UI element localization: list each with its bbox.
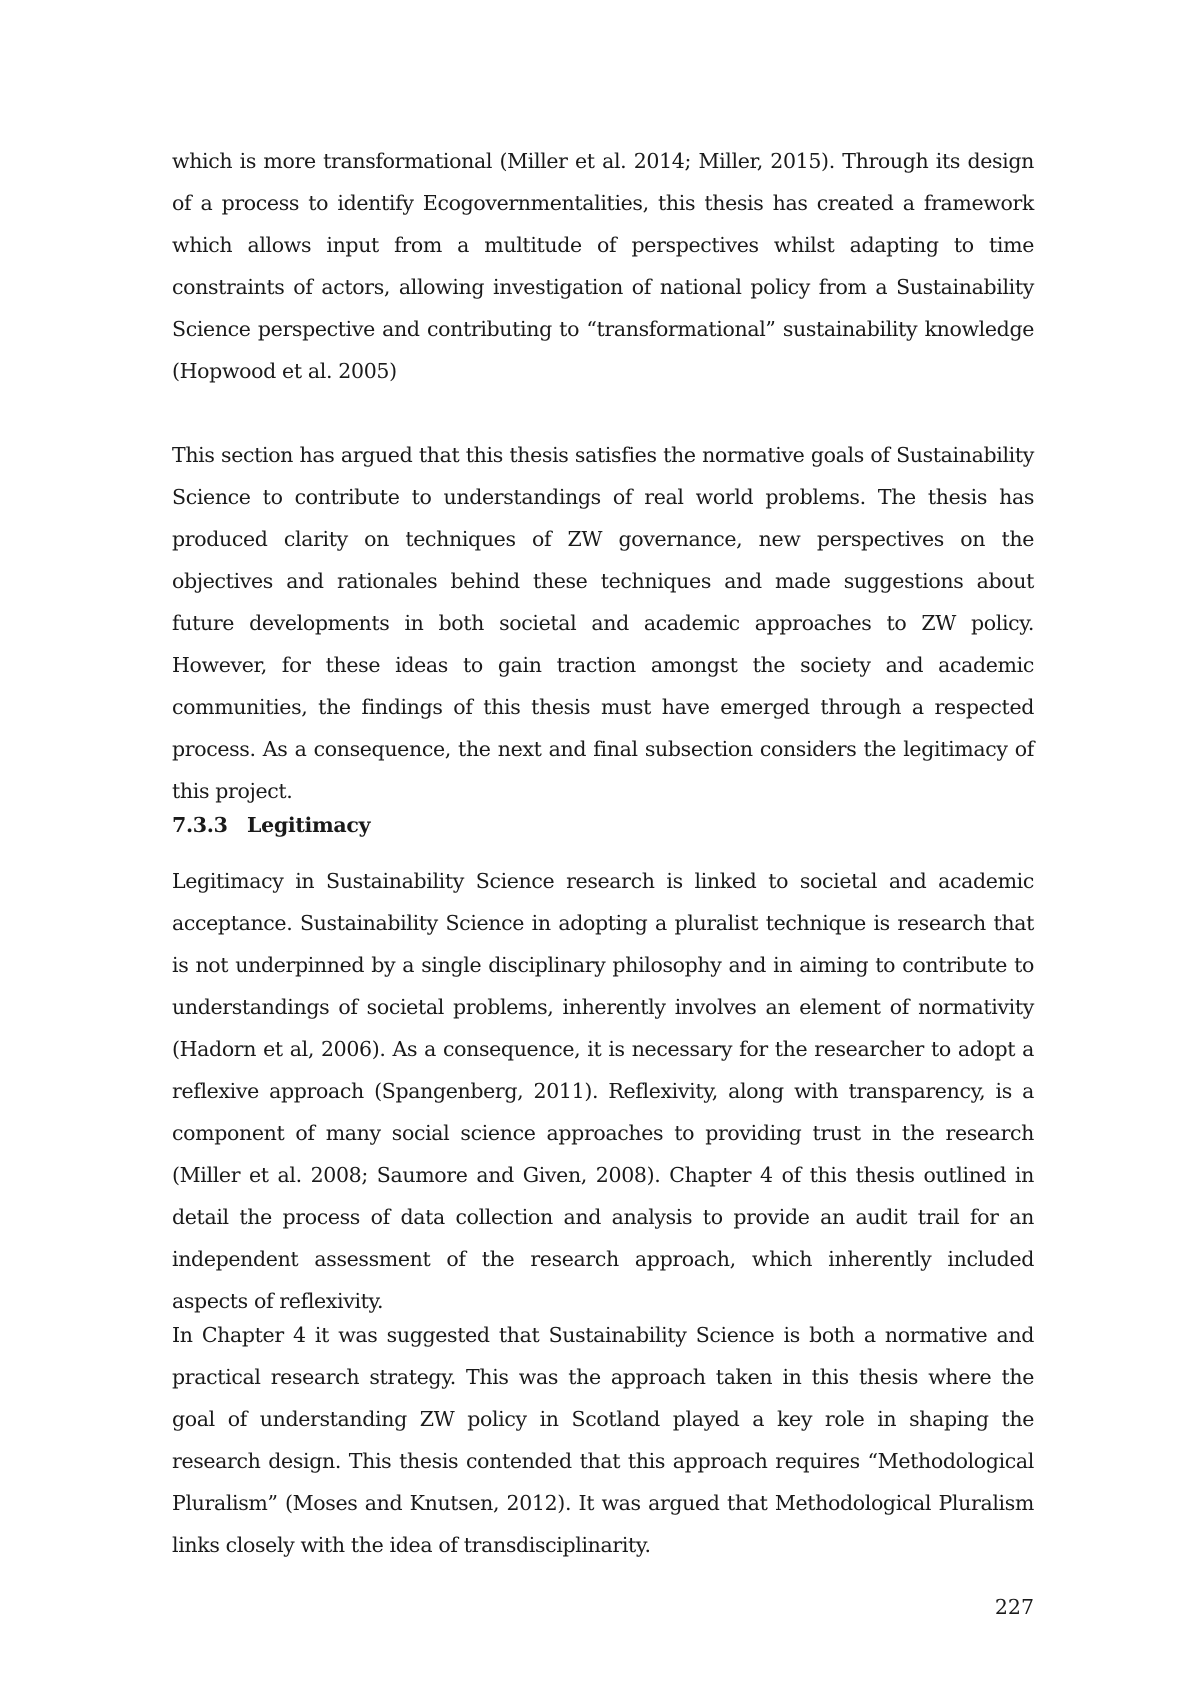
body-paragraph-1: which is more transformational (Miller et al. 2014; Miller, 2015). Through its design of a process to identify Ecogovernmentalities, this thesis has created a framework which allows input from a multitude of perspectives whilst adapting to time constraints of actors, allowing investigation of national policy from a Sustainability Science perspective and contributing to “transformational” sustainability knowledge (Hopwood et al. 2005) (172, 149, 1034, 383)
section-number: 7.3.3 (172, 813, 228, 837)
section-title: Legitimacy (247, 813, 371, 837)
body-paragraph-3: Legitimacy in Sustainability Science research is linked to societal and academic acceptance. Sustainability Science in adopting a pluralist technique is research that is not underpinned by a single disciplinary philosophy and in aiming to contribute to understandings of societal problems, inherently involves an element of normativity (Hadorn et al, 2006). As a consequence, it is necessary for the researcher to adopt a reflexive approach (Spangenberg, 2011). Reflexivity, along with transparency, is a component of many social science approaches to providing trust in the research (Miller et al. 2008; Saumore and Given, 2008). Chapter 4 of this thesis outlined in detail the process of data collection and analysis to provide an audit trail for an independent assessment of the research approach, which inherently included aspects of reflexivity. (172, 869, 1034, 1313)
body-paragraph-4: In Chapter 4 it was suggested that Sustainability Science is both a normative and practical research strategy. This was the approach taken in this thesis where the goal of understanding ZW policy in Scotland played a key role in shaping the research design. This thesis contended that this approach requires “Methodological Pluralism” (Moses and Knutsen, 2012). It was argued that Methodological Pluralism links closely with the idea of transdisciplinarity. (172, 1323, 1034, 1557)
body-paragraph-2: This section has argued that this thesis satisfies the normative goals of Sustainability Science to contribute to understandings of real world problems. The thesis has produced clarity on techniques of ZW governance, new perspectives on the objectives and rationales behind these techniques and made suggestions about future developments in both societal and academic approaches to ZW policy. However, for these ideas to gain traction amongst the society and academic communities, the findings of this thesis must have emerged through a respected process. As a consequence, the next and final subsection considers the legitimacy of this project. (172, 443, 1034, 803)
page-number: 227 (994, 1595, 1034, 1619)
section-heading (172, 804, 370, 846)
